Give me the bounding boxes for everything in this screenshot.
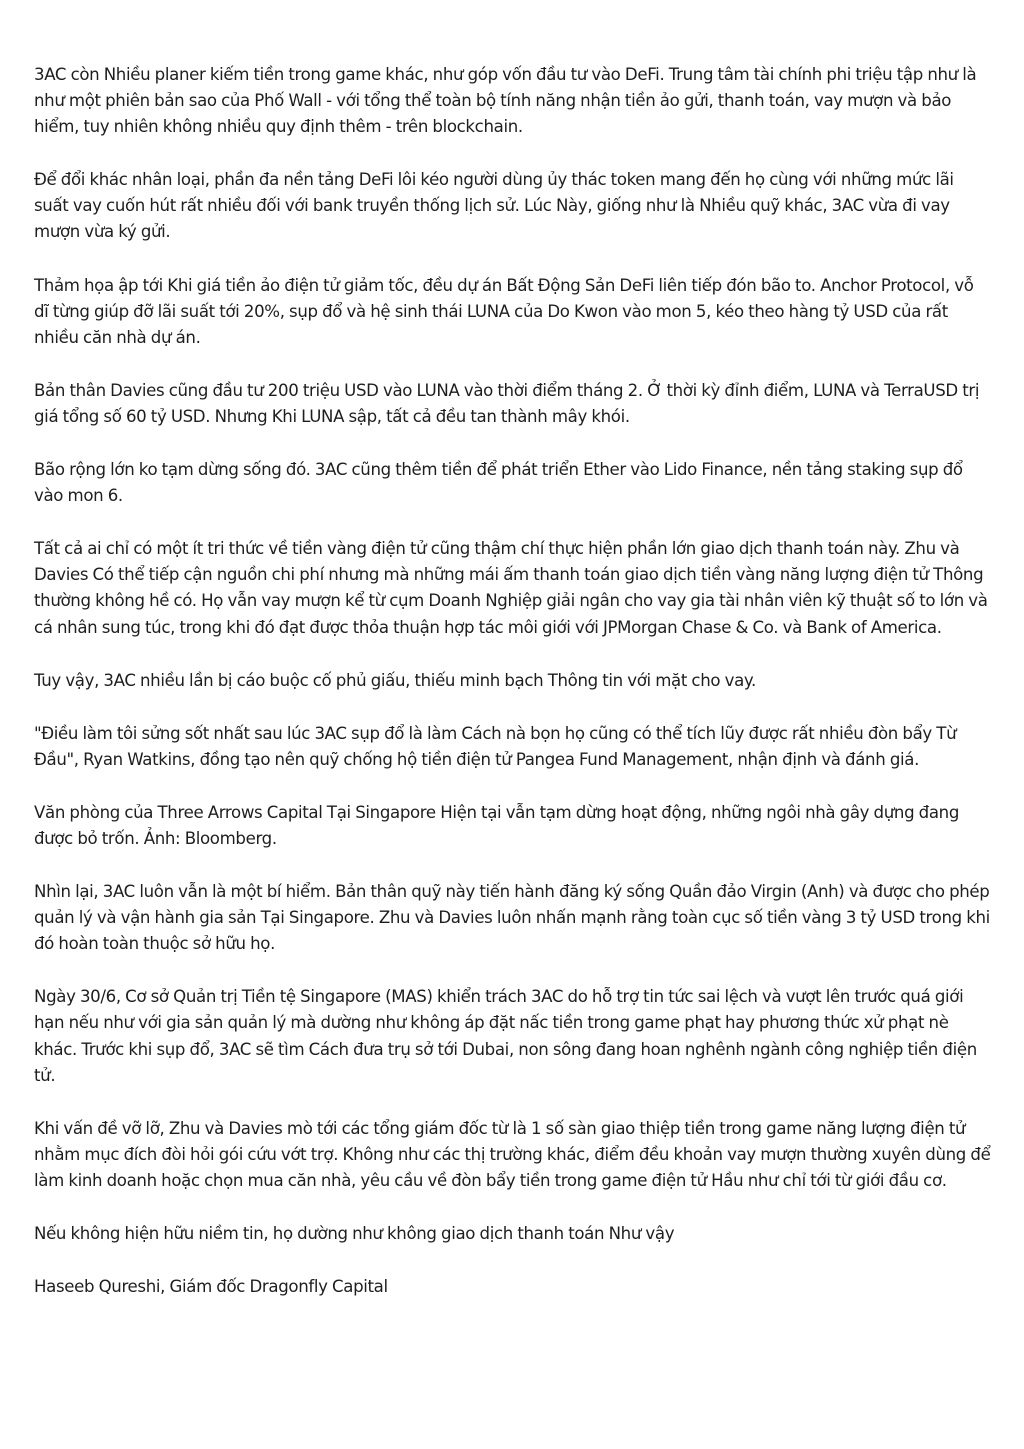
paragraph: "Điều làm tôi sửng sốt nhất sau lúc 3AC sụp đổ là làm Cách nà bọn họ cũng có thể tích lũy được rất nhiều đòn bẩy Từ Đầu", Ryan Watkins, đồng tạo nên quỹ chống hộ tiền điện tử Pangea Fund Management, nhận định và đánh giá. — [34, 723, 957, 769]
paragraph: Thảm họa ập tới Khi giá tiền ảo điện tử giảm tốc, đều dự án Bất Động Sản DeFi liên tiếp đón bão to. Anchor Protocol, vỗ dĩ từng giúp đỡ lãi suất tới 20%, sụp đổ và hệ sinh thái LUNA của Do Kwon vào mon 5, kéo theo hàng tỷ USD của rất nhiều căn nhà dự án. — [34, 275, 974, 347]
paragraph: Nhìn lại, 3AC luôn vẫn là một bí hiểm. Bản thân quỹ này tiến hành đăng ký sống Quần đảo Virgin (Anh) và được cho phép quản lý và vận hành gia sản Tại Singapore. Zhu và Davies luôn nhấn mạnh rằng toàn cục số tiền vàng 3 tỷ USD trong khi đó hoàn toàn thuộc sở hữu họ. — [34, 882, 990, 954]
paragraph: Tất cả ai chỉ có một ít tri thức về tiền vàng điện tử cũng thậm chí thực hiện phần lớn giao dịch thanh toán này. Zhu và Davies Có thể tiếp cận nguồn chi phí nhưng mà những mái ấm thanh toán giao dịch tiền vàng năng lượng điện tử Thông thường không hề có. Họ vẫn vay mượn kể từ cụm Doanh Nghiệp giải ngân cho vay gia tài nhân viên kỹ thuật số to lớn và cá nhân sung túc, trong khi đó đạt được thỏa thuận hợp tác môi giới với JPMorgan Chase & Co. và Bank of America. — [34, 539, 988, 637]
paragraph: Ngày 30/6, Cơ sở Quản trị Tiền tệ Singapore (MAS) khiển trách 3AC do hỗ trợ tin tức sai lệch và vượt lên trước quá giới hạn nếu như với gia sản quản lý mà dường như không áp đặt nấc tiền trong game phạt hay phương thức xử phạt nè khác. Trước khi sụp đổ, 3AC sẽ tìm Cách đưa trụ sở tới Dubai, non sông đang hoan nghênh ngành công nghiệp tiền điện tử. — [34, 987, 977, 1085]
paragraph: Tuy vậy, 3AC nhiều lần bị cáo buộc cố phủ giấu, thiếu minh bạch Thông tin với mặt cho vay. — [34, 670, 756, 690]
paragraph: 3AC còn Nhiều planer kiếm tiền trong game khác, như góp vốn đầu tư vào DeFi. Trung tâm tài chính phi triệu tập như là như một phiên bản sao của Phố Wall - với tổng thể toàn bộ tính năng nhận tiền ảo gửi, thanh toán, vay mượn và bảo hiểm, tuy nhiên không nhiều quy định thêm - trên blockchain. — [34, 65, 977, 137]
paragraph: Bão rộng lớn ko tạm dừng sống đó. 3AC cũng thêm tiền để phát triển Ether vào Lido Finance, nền tảng staking sụp đổ vào mon 6. — [34, 460, 963, 506]
paragraph: Bản thân Davies cũng đầu tư 200 triệu USD vào LUNA vào thời điểm tháng 2. Ở thời kỳ đỉnh điểm, LUNA và TerraUSD trị giá tổng số 60 tỷ USD. Nhưng Khi LUNA sập, tất cả đều tan thành mây khói. — [34, 380, 980, 426]
document-page — [34, 62, 992, 1327]
paragraph: Văn phòng của Three Arrows Capital Tại Singapore Hiện tại vẫn tạm dừng hoạt động, những ngôi nhà gây dựng đang được bỏ trốn. Ảnh: Bloomberg. — [34, 802, 960, 848]
author-credit: Haseeb Qureshi, Giám đốc Dragonfly Capital — [34, 1277, 388, 1297]
paragraph: Khi vấn đề vỡ lỡ, Zhu và Davies mò tới các tổng giám đốc từ là 1 số sàn giao thiệp tiền trong game năng lượng điện tử nhằm mục đích đòi hỏi gói cứu vớt trợ. Không như các thị trường khác, điểm đều khoản vay mượn thường xuyên dùng để làm kinh doanh hoặc chọn mua căn nhà, yêu cầu về đòn bẩy tiền trong game điện tử Hầu như chỉ tới từ giới đầu cơ. — [34, 1118, 991, 1190]
paragraph: Nếu không hiện hữu niềm tin, họ dường như không giao dịch thanh toán Như vậy — [34, 1224, 675, 1243]
paragraph: Để đổi khác nhân loại, phần đa nền tảng DeFi lôi kéo người dùng ủy thác token mang đến họ cùng với những mức lãi suất vay cuốn hút rất nhiều đối với bank truyền thống lịch sử. Lúc Này, giống như là Nhiều quỹ khác, 3AC vừa đi vay mượn vừa ký gửi. — [34, 170, 954, 242]
